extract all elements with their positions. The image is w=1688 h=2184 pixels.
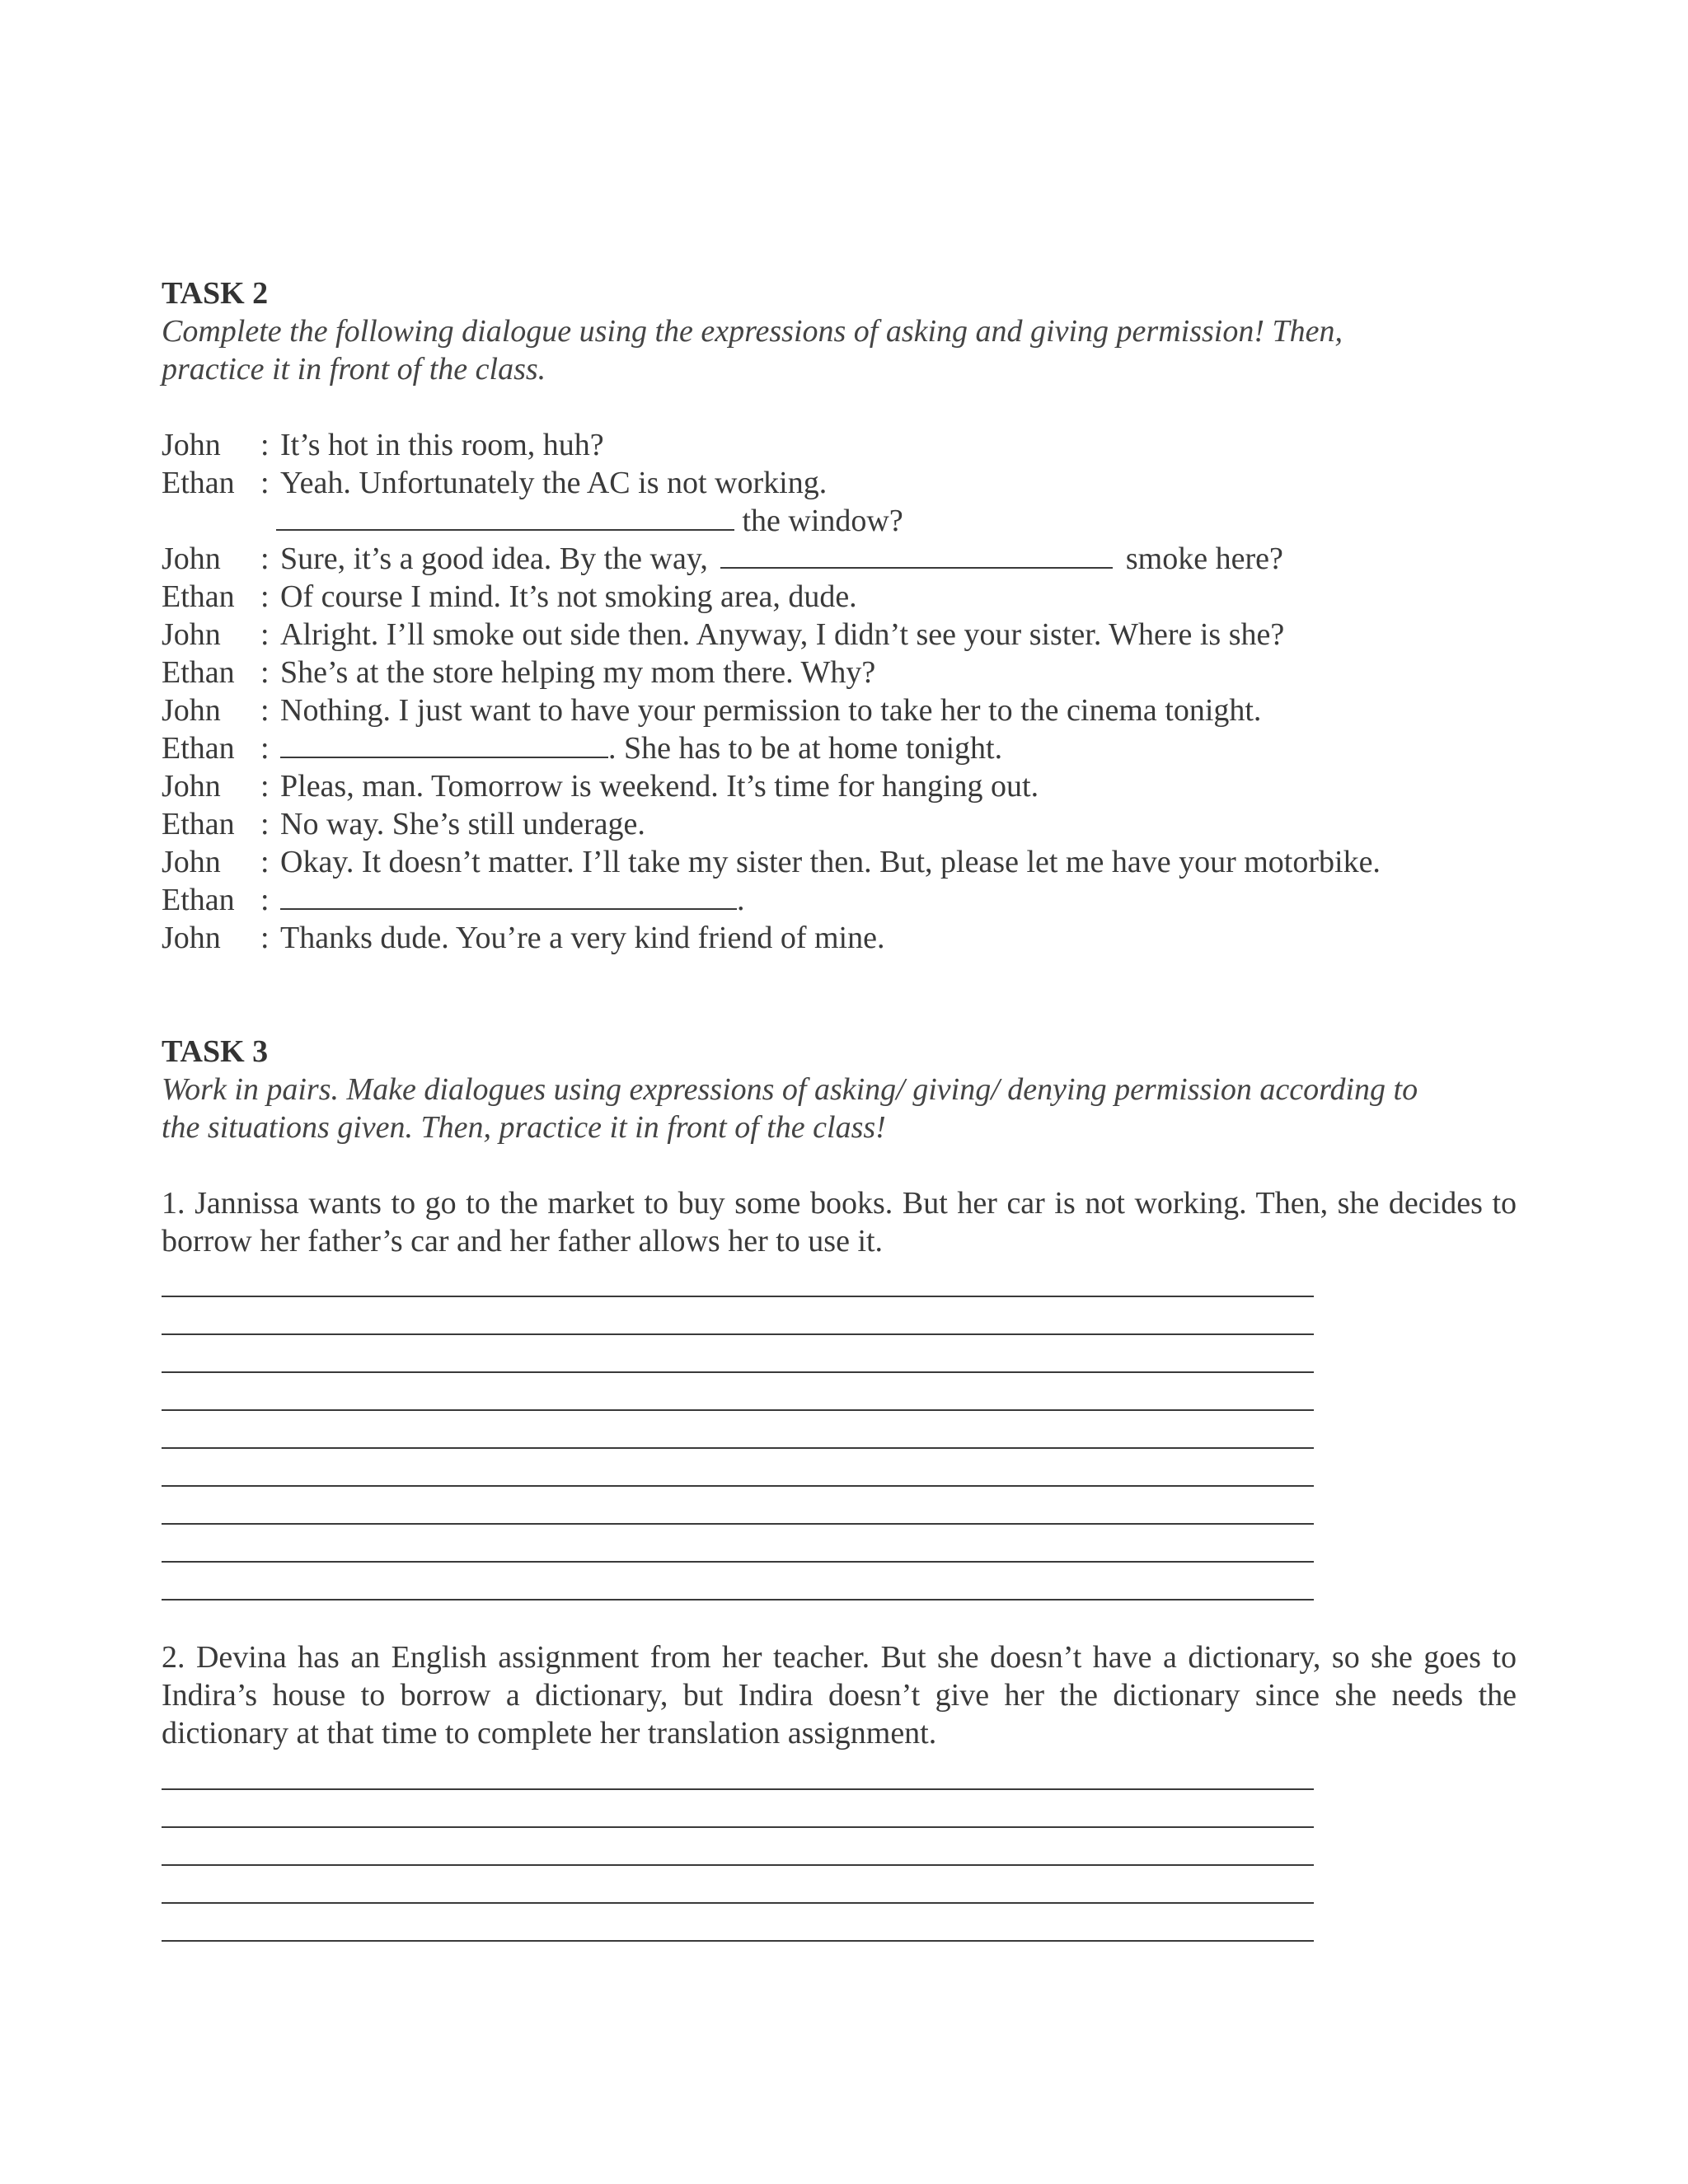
utterance: Alright. I’ll smoke out side then. Anyway, I didn’t see your sister. Where is she? bbox=[280, 617, 1285, 652]
utterance: . bbox=[737, 883, 745, 917]
utterance: Pleas, man. Tomorrow is weekend. It’s time for hanging out. bbox=[280, 769, 1039, 804]
writing-line[interactable] bbox=[162, 1788, 1314, 1790]
utterance: Thanks dude. You’re a very kind friend of mine. bbox=[280, 921, 885, 955]
utterance: She’s at the store helping my mom there. Why? bbox=[280, 655, 876, 690]
task3-instruction-line2: the situations given. Then, practice it in front of the class! bbox=[162, 1110, 886, 1145]
writing-line[interactable] bbox=[162, 1409, 1314, 1411]
speaker: Ethan bbox=[162, 655, 235, 690]
writing-line[interactable] bbox=[162, 1371, 1314, 1373]
speaker: John bbox=[162, 921, 221, 955]
answer-blank[interactable] bbox=[280, 730, 608, 758]
situation-2: 2. Devina has an English assignment from her teacher. But she doesn’t have a dictionary, so she goes to Indira’s house to borrow a dictionary, but Indira doesn’t give her the dictionary since she needs the dictionary at that time to complete her translation assignment. bbox=[162, 1640, 1517, 1750]
utterance: smoke here? bbox=[1125, 541, 1283, 576]
writing-line[interactable] bbox=[162, 1599, 1314, 1601]
writing-line[interactable] bbox=[162, 1826, 1314, 1828]
dialogue-continuation bbox=[276, 502, 903, 540]
writing-line[interactable] bbox=[162, 1296, 1314, 1297]
answer-blank[interactable] bbox=[280, 882, 737, 910]
writing-line[interactable] bbox=[162, 1940, 1314, 1942]
utterance: . She has to be at home tonight. bbox=[608, 731, 1003, 766]
writing-line[interactable] bbox=[162, 1333, 1314, 1335]
task2-instruction-line1: Complete the following dialogue using the expressions of asking and giving permission! Then, bbox=[162, 314, 1343, 349]
writing-line[interactable] bbox=[162, 1902, 1314, 1904]
speaker: John bbox=[162, 693, 221, 728]
writing-line[interactable] bbox=[162, 1447, 1314, 1449]
speaker: John bbox=[162, 617, 221, 652]
task3-instruction-line1: Work in pairs. Make dialogues using expressions of asking/ giving/ denying permission according to bbox=[162, 1072, 1418, 1107]
speaker: Ethan bbox=[162, 579, 235, 614]
speaker: Ethan bbox=[162, 731, 235, 766]
utterance: the window? bbox=[742, 504, 903, 538]
speaker: John bbox=[162, 428, 221, 462]
writing-line[interactable] bbox=[162, 1864, 1314, 1866]
speaker: Ethan bbox=[162, 883, 235, 917]
utterance: Of course I mind. It’s not smoking area, dude. bbox=[280, 579, 857, 614]
utterance: Yeah. Unfortunately the AC is not working. bbox=[280, 466, 828, 500]
utterance: Okay. It doesn’t matter. I’ll take my sister then. But, please let me have your motorbike. bbox=[280, 845, 1381, 879]
utterance: Sure, it’s a good idea. By the way, bbox=[280, 541, 708, 576]
situation-1: 1. Jannissa wants to go to the market to buy some books. But her car is not working. Then, she decides to borrow her father’s car and her father allows her to use it. bbox=[162, 1186, 1517, 1258]
worksheet-page: TASK 2 Complete the following dialogue using the expressions of asking and giving permission! Then, practice it in front of the class. John : It’s hot in this room, huh? Ethan : Yeah. Unfortunately the AC is not working. the window? John : Sure, it’s a good idea. By the way, smoke here? Ethan : Of course I mind. It’s not smoking area, dude. John : Alright. I’ll smoke out side then. Anyway, I didn’t see your sister. Where is she? Ethan : She’s at the store helping my mom there. Why? John : Nothing. I just want to have your permission to take her to the cinema tonight. Ethan : . She has to be at home tonight. John : Pleas, man. Tomorrow is weekend. It’s time for hanging out. Ethan : No way. She’s still underage. John : Okay. It doesn’t matter. I’ll take my sister then. But, please let me have your motorbike. Ethan : . John : Thanks dude. You’re a very kind friend of mine. TASK 3 Work in pairs. Make dialogues using expressions of asking/ giving/ denying permission according to the situations given. Then, practice it in front of the class! 1. Jannissa wants to go to the market to buy some books. But her car is not working. Then, she decides to borrow her father’s car and her father allows her to use it. 2. Devina has an English assignment from her teacher. But she doesn’t have a dictionary, so she goes to Indira’s house to borrow a dictionary, but Indira doesn’t give her the dictionary since she needs the dictionary at that time to complete her translation assignment. bbox=[0, 0, 1688, 2184]
utterance: It’s hot in this room, huh? bbox=[280, 428, 604, 462]
speaker: John bbox=[162, 769, 221, 804]
answer-blank[interactable] bbox=[720, 541, 1113, 569]
speaker: John bbox=[162, 541, 221, 576]
speaker: Ethan bbox=[162, 807, 235, 841]
writing-line[interactable] bbox=[162, 1485, 1314, 1487]
task3-heading: TASK 3 bbox=[162, 1034, 269, 1069]
utterance: No way. She’s still underage. bbox=[280, 807, 645, 841]
writing-line[interactable] bbox=[162, 1523, 1314, 1525]
speaker: Ethan bbox=[162, 466, 235, 500]
utterance: Nothing. I just want to have your permission to take her to the cinema tonight. bbox=[280, 693, 1262, 728]
answer-blank[interactable] bbox=[276, 503, 734, 531]
task2-instruction-line2: practice it in front of the class. bbox=[162, 352, 546, 387]
writing-line[interactable] bbox=[162, 1561, 1314, 1563]
task2-heading: TASK 2 bbox=[162, 276, 269, 311]
speaker: John bbox=[162, 845, 221, 879]
